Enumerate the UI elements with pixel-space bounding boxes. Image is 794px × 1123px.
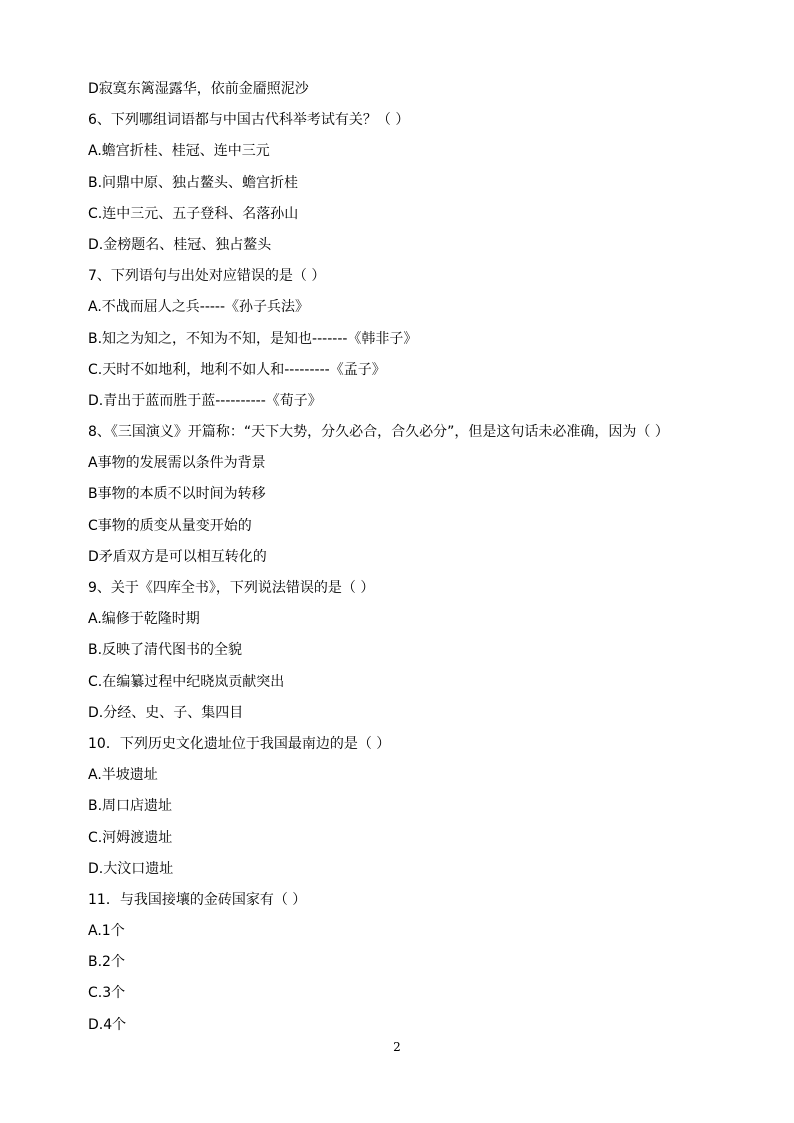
option-line: A.编修于乾隆时期 (88, 611, 200, 628)
option-line: B.知之为知之，不知为不知，是知也-------《韩非子》 (88, 330, 418, 347)
option-line: B.问鼎中原、独占鳌头、蟾宫折桂 (88, 174, 299, 191)
option-line: D.青出于蓝而胜于蓝----------《荀子》 (88, 392, 322, 409)
option-line: A.不战而屈人之兵-----《孙子兵法》 (88, 299, 310, 316)
option-line: C.3个 (88, 985, 126, 1002)
option-line: C.连中三元、五子登科、名落孙山 (88, 205, 299, 222)
option-line: A.蟾宫折桂、桂冠、连中三元 (88, 143, 270, 160)
option-line: B.2个 (88, 954, 125, 971)
option-line: D寂寞东篱湿露华，依前金靥照泥沙 (88, 81, 309, 97)
option-line: B.反映了清代图书的全貌 (88, 642, 243, 659)
option-line: C.河姆渡遗址 (88, 829, 173, 846)
question-line: 7、下列语句与出处对应错误的是（ ） (88, 268, 326, 285)
option-line: D矛盾双方是可以相互转化的 (88, 548, 267, 565)
page-number: 2 (393, 1040, 401, 1054)
question-line: 9、关于《四库全书》，下列说法错误的是（ ） (88, 580, 375, 596)
option-line: B.周口店遗址 (88, 798, 173, 815)
option-line: C.天时不如地利，地利不如人和---------《孟子》 (88, 361, 386, 378)
question-line: 8、《三国演义》开篇称：“天下大势，分久必合，合久必分”，但是这句话未必准确，因为（ ） (88, 424, 669, 441)
option-line: C.在编纂过程中纪晓岚贡献突出 (88, 673, 285, 690)
option-line: D.金榜题名、桂冠、独占鳌头 (88, 236, 272, 253)
question-line: 11．与我国接壤的金砖国家有（ ） (88, 891, 307, 908)
option-line: D.大汶口遗址 (88, 860, 174, 877)
option-line: C事物的质变从量变开始的 (88, 517, 252, 534)
option-line: A.半坡遗址 (88, 767, 158, 784)
option-line: A.1个 (88, 923, 125, 940)
question-list (88, 74, 728, 1041)
question-line: 10．下列历史文化遗址位于我国最南边的是（ ） (88, 735, 391, 752)
question-line: 6、下列哪组词语都与中国古代科举考试有关？（ ） (88, 112, 410, 129)
option-line: D.分经、史、子、集四目 (88, 704, 244, 721)
option-line: B事物的本质不以时间为转移 (88, 486, 266, 503)
option-line: D.4个 (88, 1016, 127, 1033)
option-line: A事物的发展需以条件为背景 (88, 455, 266, 472)
